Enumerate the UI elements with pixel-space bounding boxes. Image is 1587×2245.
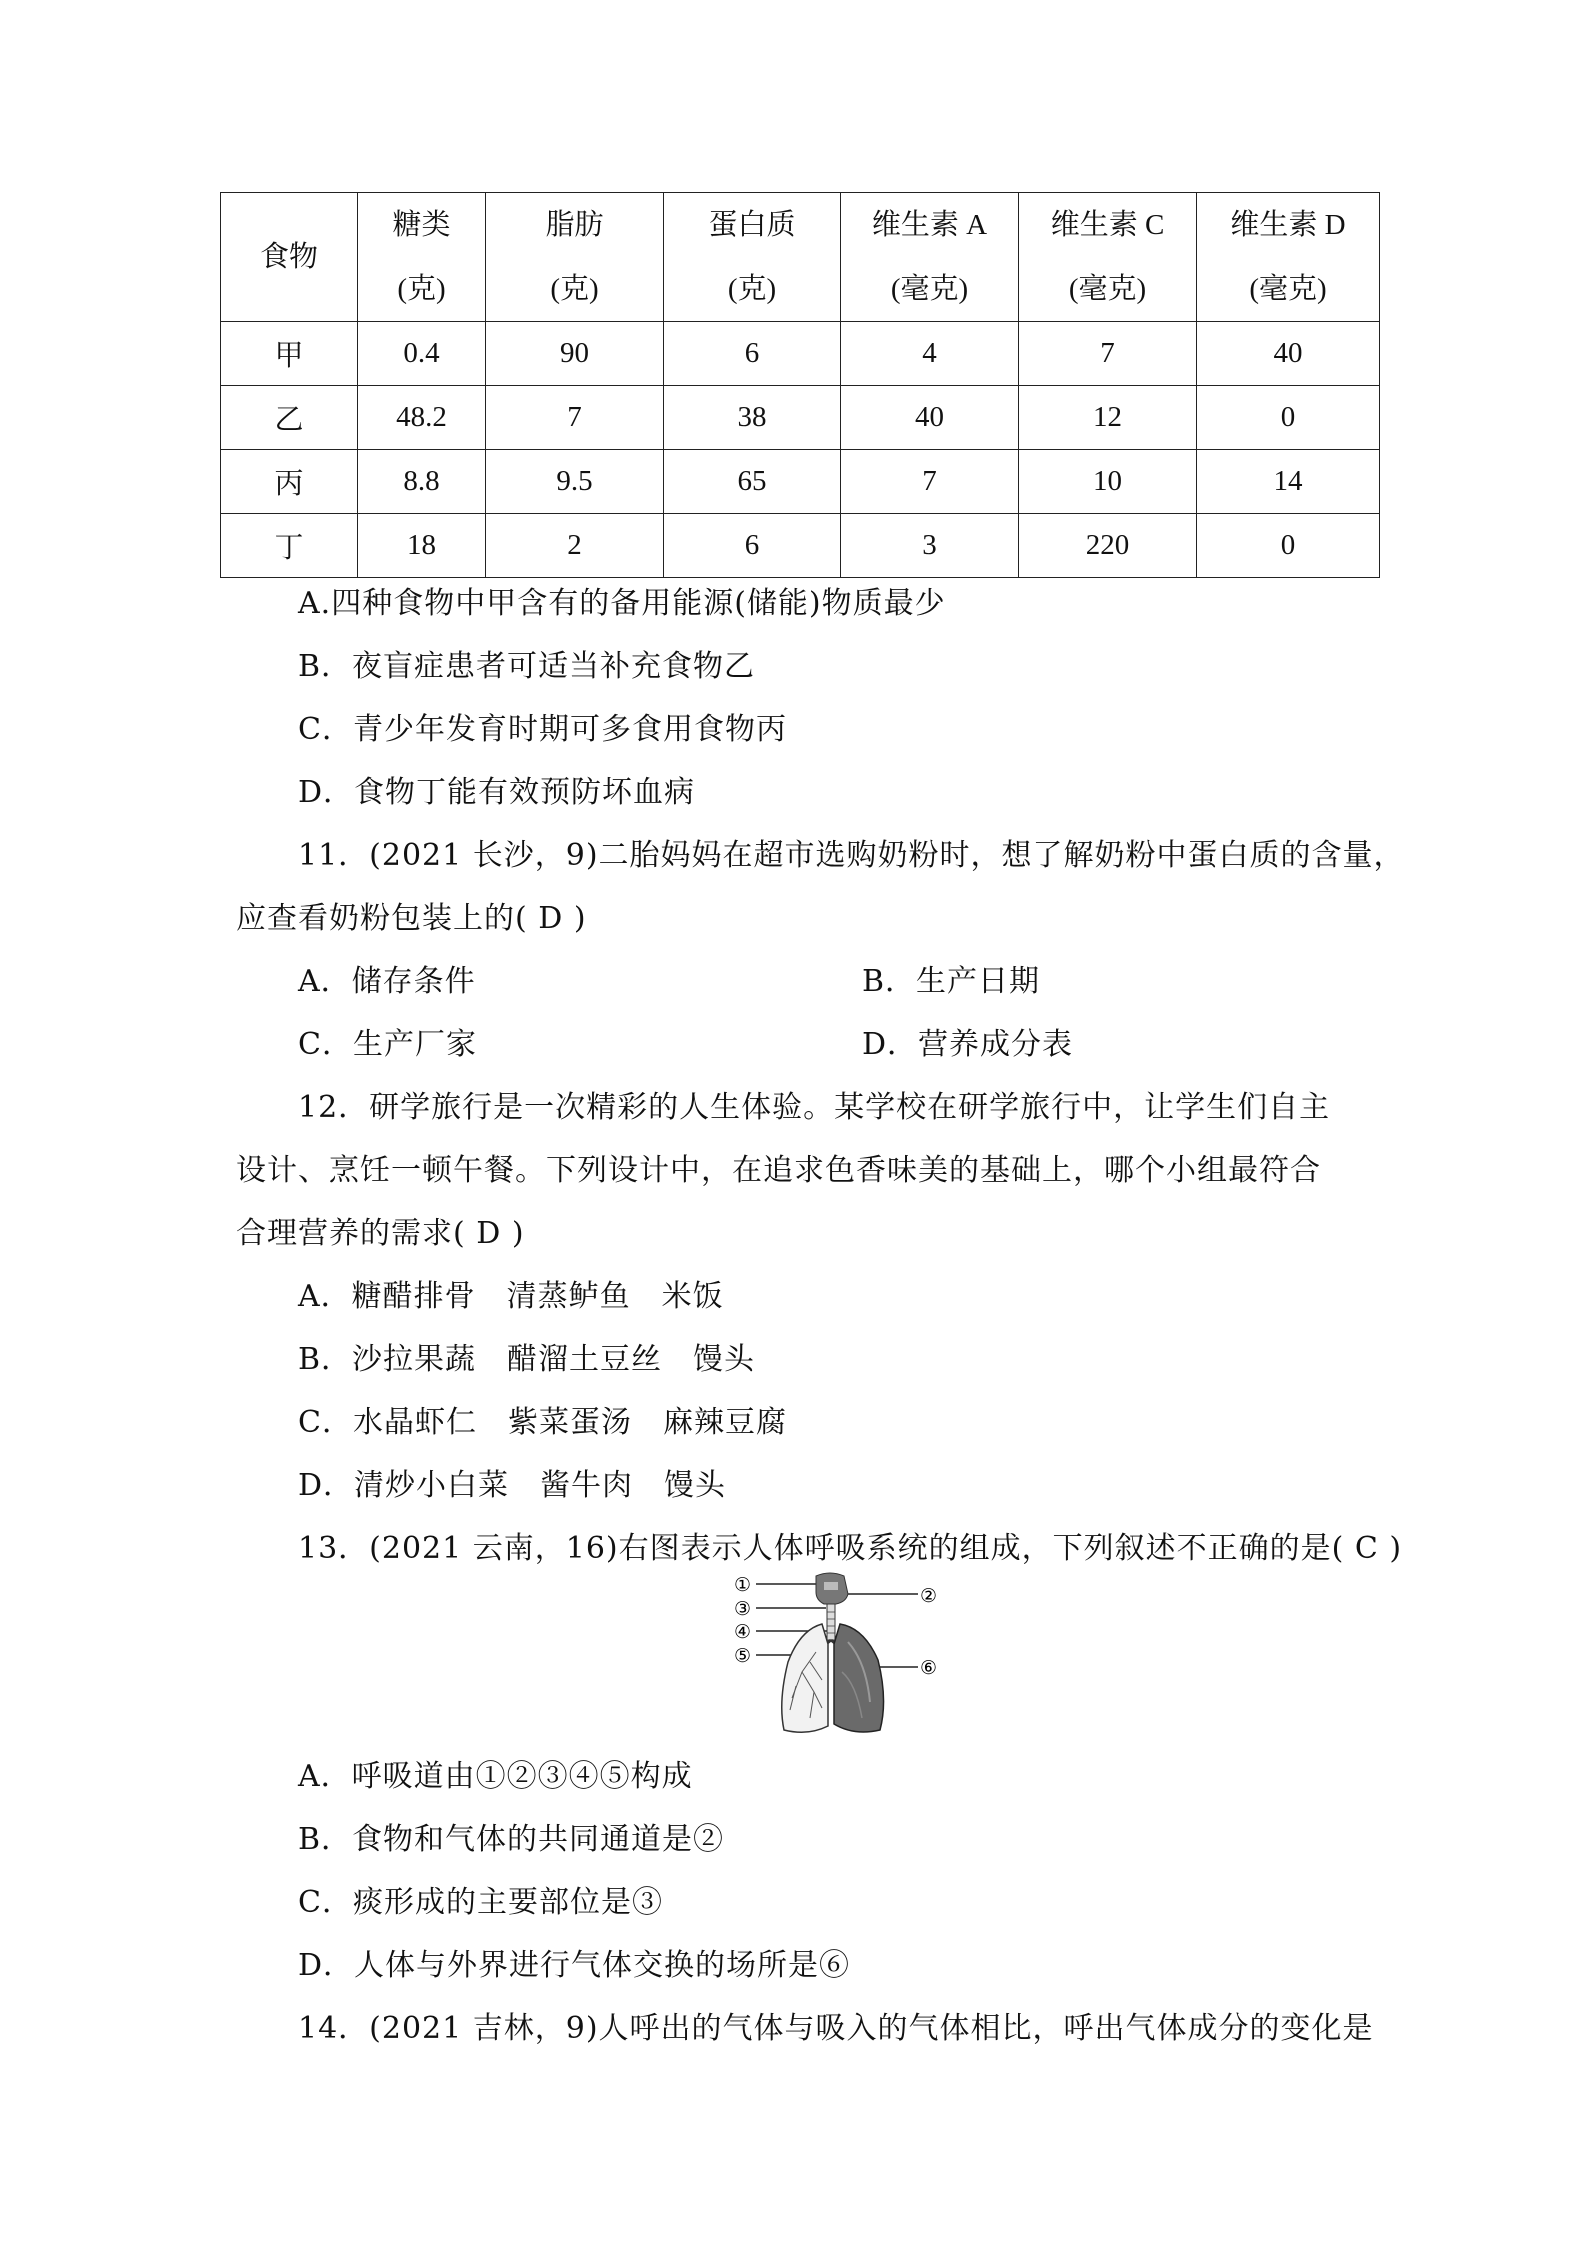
table-cell: 40	[1197, 322, 1380, 386]
figure-label-1: ①	[734, 1574, 752, 1596]
table-row	[221, 322, 1380, 386]
header-carbs: 糖类 (克)	[358, 193, 486, 322]
q13-option-c: C．痰形成的主要部位是③	[298, 1885, 663, 1920]
nutrition-table	[220, 192, 1380, 578]
table-cell: 丙	[221, 450, 358, 514]
q10-option-d: D．食物丁能有效预防坏血病	[298, 775, 696, 810]
q12-option-c: C．水晶虾仁 紫菜蛋汤 麻辣豆腐	[298, 1405, 787, 1440]
table-cell: 18	[358, 514, 486, 578]
table-cell: 6	[664, 514, 841, 578]
table-cell: 48.2	[358, 386, 486, 450]
figure-label-5: ⑤	[734, 1645, 752, 1667]
header-fat: 脂肪 (克)	[486, 193, 664, 322]
table-cell: 9.5	[486, 450, 664, 514]
figure-label-3: ③	[734, 1598, 752, 1620]
table-cell: 2	[486, 514, 664, 578]
q13-option-a: A．呼吸道由①②③④⑤构成	[298, 1759, 693, 1794]
q13-stem: 13．(2021 云南，16)右图表示人体呼吸系统的组成，下列叙述不正确的是( C )	[298, 1531, 1403, 1566]
q10-option-b: B．夜盲症患者可适当补充食物乙	[298, 649, 756, 684]
table-cell: 14	[1197, 450, 1380, 514]
q11-stem-line2: 应查看奶粉包装上的( D )	[236, 901, 587, 936]
table-cell: 7	[1019, 322, 1197, 386]
table-header-row	[221, 193, 1380, 322]
q11-option-c: C．生产厂家	[298, 1027, 477, 1062]
respiratory-system-figure	[730, 1572, 970, 1740]
table-cell: 10	[1019, 450, 1197, 514]
q12-stem-line1: 12．研学旅行是一次精彩的人生体验。某学校在研学旅行中，让学生们自主	[298, 1090, 1331, 1125]
q10-option-a: A.四种食物中甲含有的备用能源(储能)物质最少	[298, 586, 946, 621]
q13-option-b: B．食物和气体的共同通道是②	[298, 1822, 725, 1857]
q10-option-c: C．青少年发育时期可多食用食物丙	[298, 712, 787, 747]
table-cell: 8.8	[358, 450, 486, 514]
table-cell: 0	[1197, 514, 1380, 578]
table-cell: 0	[1197, 386, 1380, 450]
q14-stem-line1: 14．(2021 吉林，9)人呼出的气体与吸入的气体相比，呼出气体成分的变化是	[298, 2011, 1374, 2046]
table-cell: 7	[841, 450, 1019, 514]
header-vitamin-d: 维生素 D (毫克)	[1197, 193, 1380, 322]
table-row	[221, 450, 1380, 514]
header-protein: 蛋白质 (克)	[664, 193, 841, 322]
table-cell: 4	[841, 322, 1019, 386]
header-vitamin-a: 维生素 A (毫克)	[841, 193, 1019, 322]
header-vitamin-c: 维生素 C (毫克)	[1019, 193, 1197, 322]
table-row	[221, 514, 1380, 578]
table-cell: 7	[486, 386, 664, 450]
table-cell: 38	[664, 386, 841, 450]
table-cell: 90	[486, 322, 664, 386]
figure-label-2: ②	[920, 1585, 938, 1607]
table-cell: 40	[841, 386, 1019, 450]
table-row	[221, 386, 1380, 450]
table-cell: 12	[1019, 386, 1197, 450]
q12-option-b: B．沙拉果蔬 醋溜土豆丝 馒头	[298, 1342, 756, 1377]
q11-option-d: D．营养成分表	[862, 1027, 1074, 1062]
q12-option-d: D．清炒小白菜 酱牛肉 馒头	[298, 1468, 727, 1503]
table-cell: 乙	[221, 386, 358, 450]
q11-option-b: B．生产日期	[862, 964, 1041, 999]
header-food: 食物	[221, 193, 358, 322]
figure-label-4: ④	[734, 1621, 752, 1643]
q11-option-a: A．储存条件	[298, 964, 476, 999]
table-cell: 220	[1019, 514, 1197, 578]
table-cell: 6	[664, 322, 841, 386]
q11-stem-line1: 11．(2021 长沙，9)二胎妈妈在超市选购奶粉时，想了解奶粉中蛋白质的含量，	[298, 838, 1405, 873]
table-cell: 65	[664, 450, 841, 514]
table-cell: 3	[841, 514, 1019, 578]
q12-option-a: A．糖醋排骨 清蒸鲈鱼 米饭	[298, 1279, 724, 1314]
q13-option-d: D．人体与外界进行气体交换的场所是⑥	[298, 1948, 851, 1983]
table-cell: 甲	[221, 322, 358, 386]
table-cell: 0.4	[358, 322, 486, 386]
q12-stem-line2: 设计、烹饪一顿午餐。下列设计中，在追求色香味美的基础上，哪个小组最符合	[236, 1153, 1321, 1188]
table-cell: 丁	[221, 514, 358, 578]
figure-label-6: ⑥	[920, 1657, 938, 1679]
q12-stem-line3: 合理营养的需求( D )	[236, 1216, 525, 1251]
